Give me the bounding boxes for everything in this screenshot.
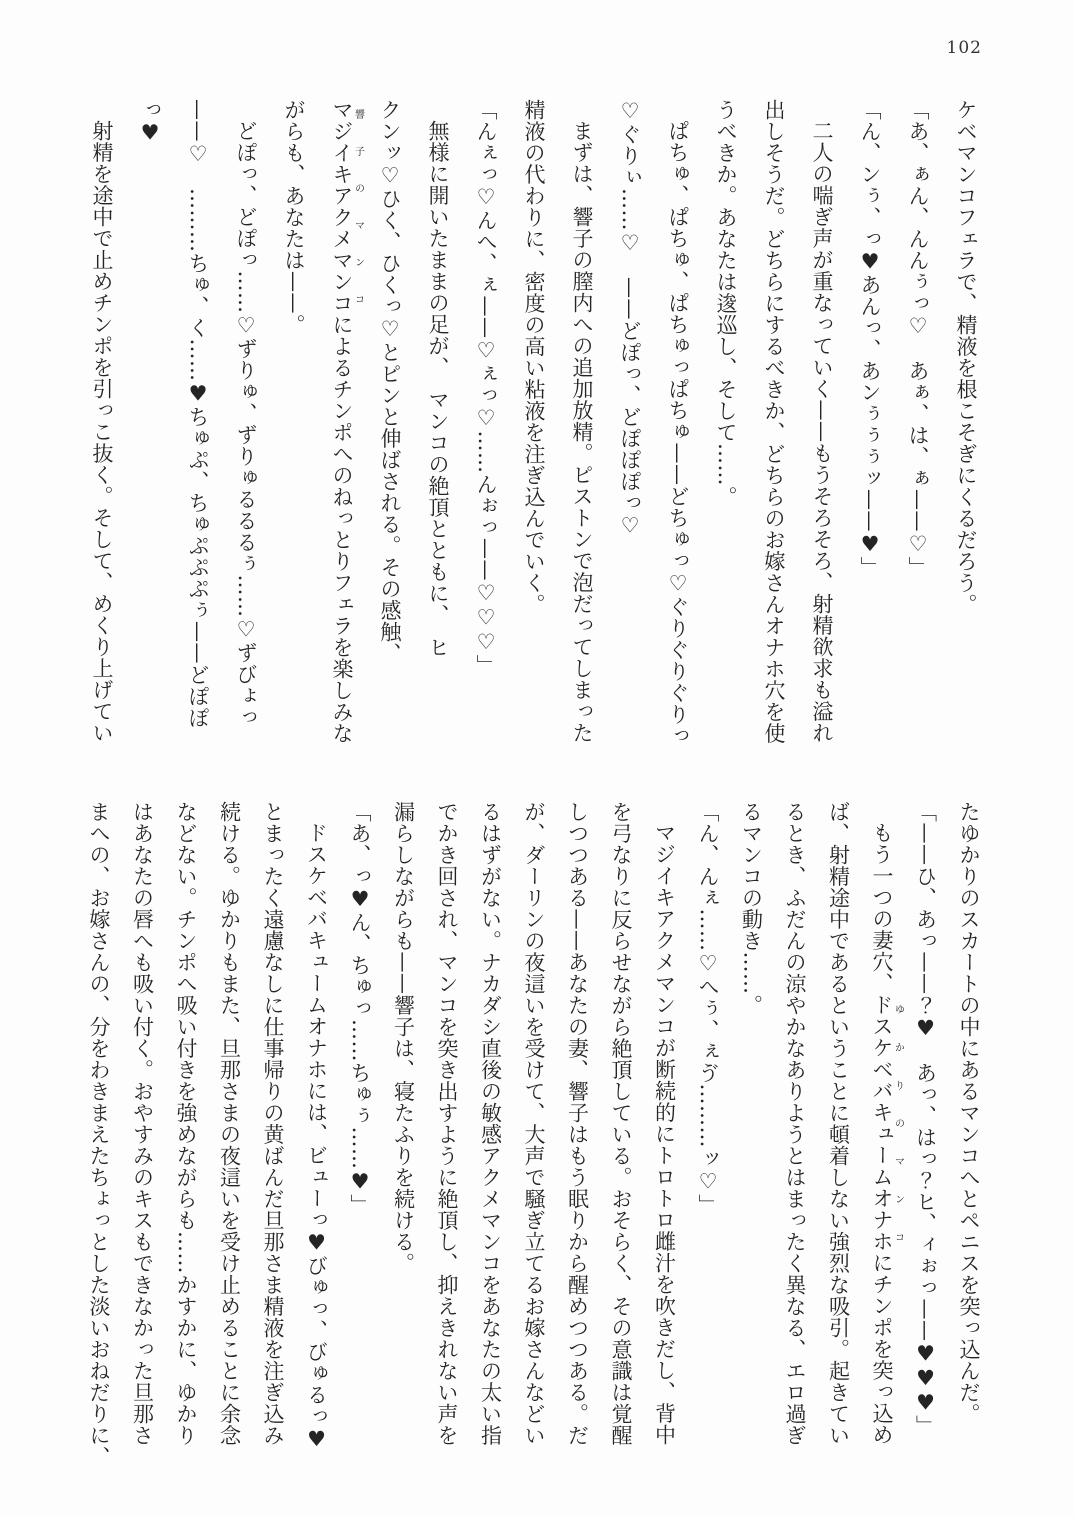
text-column: 「んぇっ♡んへ、ぇ——♡ぇっ♡……んぉっ——♡♡♡」	[474, 99, 498, 676]
text-column: クンッ♡ひく、ひくっ♡とピンと伸ばされる。その感触、	[378, 99, 402, 664]
text-column: マジイキアクメマンコ響子のマンコによるチンポへのねっとりフェラを楽しみな	[330, 99, 364, 744]
text-column: どぽっ、どぽっ……♡ずりゅ、ずりゅるるるぅ……♡ずびょっ	[234, 120, 258, 728]
text-column: るマンコの動き……。	[739, 801, 764, 1016]
text-column: マジイキアクメマンコが断続的にトロトロ雌汁を吹きだし、背中	[652, 822, 677, 1446]
text-column: はあなたの唇へも吸い付く。おやすみのキスもできなかった旦那さ	[130, 801, 155, 1446]
text-column: 「あ、っ♥ん、ちゅっ……ちゅぅ……♥」	[348, 801, 372, 1216]
text-column: 無様に開いたままの足が、 マンコの絶頂とともに、 ヒ	[426, 120, 450, 658]
text-column: 二人の喘ぎ声が重なっていく——もうそろそろ、射精欲求も溢れ	[810, 120, 834, 744]
text-column: 射精を途中で止めチンポを引っこ抜く。そして、めくり上げてい	[90, 120, 114, 744]
text-column: ば、射精途中であるということに頓着しない強烈な吸引。起きてい	[826, 801, 851, 1446]
text-column: 出しそうだ。どちらにするべきか、どちらのお嫁さんオナホ穴を使	[762, 99, 786, 744]
page-number: 102	[946, 38, 982, 58]
text-column: まずは、響子の膣内への追加放精。ピストンで泡だってしまった	[570, 120, 594, 744]
text-column: 精液の代わりに、密度の高い粘液を注ぎ込んでいく。	[522, 99, 546, 615]
text-column: うべきか。あなたは逡巡し、そして……。	[714, 99, 738, 508]
text-column: を弓なりに反らせながら絶頂している。おそらく、その意識は覚醒	[609, 801, 633, 1446]
text-column: とまったく遠慮なしに仕事帰りの黄ばんだ旦那さま精液を注ぎ込み	[261, 801, 285, 1446]
text-column: 「あ、ぁん、んんぅっ♡ あぁ、は、ぁ——♡」	[906, 99, 930, 578]
text-block-top	[78, 99, 990, 759]
text-column: たゆかりのスカートの中にあるマンコへとペニスを突っ込んだ。	[957, 801, 981, 1425]
text-column: 「ん、んぇ……♡へぅ、ぇゔ………ッ♡」	[696, 801, 720, 1216]
text-column: でかき回され、マンコを突き出すように絶頂し、抑えきれない声を	[435, 801, 459, 1446]
ruby-annotated-text: ドスケベバキュームオナホゆかりのマンコ	[870, 994, 904, 1252]
text-column: るとき、ふだんの涼やかなありようとはまったく異なる、エロ過ぎ	[783, 801, 807, 1446]
text-column: がらも、あなたは——。	[282, 99, 306, 336]
text-column: 「——ひ、あっ——？♥ あっ、はっ？ヒ、ィぉっ——♥♥♥」	[913, 801, 938, 1437]
text-column: ドスケベバキュームオナホには、ビューっ♥びゅっ、びゅるっ♥	[304, 822, 329, 1452]
text-column: が、ダーリンの夜這いを受けて、大声で騒ぎ立てるお嫁さんなどい	[522, 801, 546, 1446]
ruby-annotated-text: マジイキアクメマンコ響子のマンコ	[330, 99, 364, 314]
text-column: しつつある——あなたの妻、響子はもう眠りから醒めつつある。だ	[565, 801, 590, 1446]
text-column: ぱちゅ、ぱちゅ、ぱちゅっぱちゅ——どちゅっ♡ぐりぐりぐりっ	[666, 120, 690, 747]
text-column: っ♥	[138, 99, 162, 145]
text-column: 続ける。ゆかりもまた、旦那さまの夜這いを受け止めることに余念	[217, 801, 242, 1446]
text-column: ——♡ ………ちゅ、く……♥ちゅぷ、ちゅぷぷぷぅ——どぽぽ	[186, 99, 210, 729]
text-column: などない。チンポへ吸い付きを強めながらも……かすかに、ゆかり	[174, 801, 198, 1446]
text-column: ケベマンコフェラで、精液を根こそぎにくるだろう。	[954, 99, 978, 615]
text-column: るはずがない。ナカダシ直後の敏感アクメマンコをあなたの太い指	[478, 801, 503, 1446]
text-column: 漏らしながらも——響子は、寝たふりを続ける。	[391, 801, 416, 1274]
text-column: ♡ぐりぃ……♡ ——どぽっ、どぽぽぽっ♡	[618, 99, 642, 538]
text-block-bottom	[77, 801, 991, 1469]
text-column: まへの、お嫁さんの、分をわきまえたちょっとした淡いおねだりに、	[87, 801, 111, 1468]
text-column: 「ん、ンぅ、っ♥あんっ、あンぅぅぅッ——♥」	[858, 99, 882, 578]
text-column: もう一つの妻穴、ドスケベバキュームオナホゆかりのマンコにチンポを突っ込め	[870, 822, 904, 1446]
